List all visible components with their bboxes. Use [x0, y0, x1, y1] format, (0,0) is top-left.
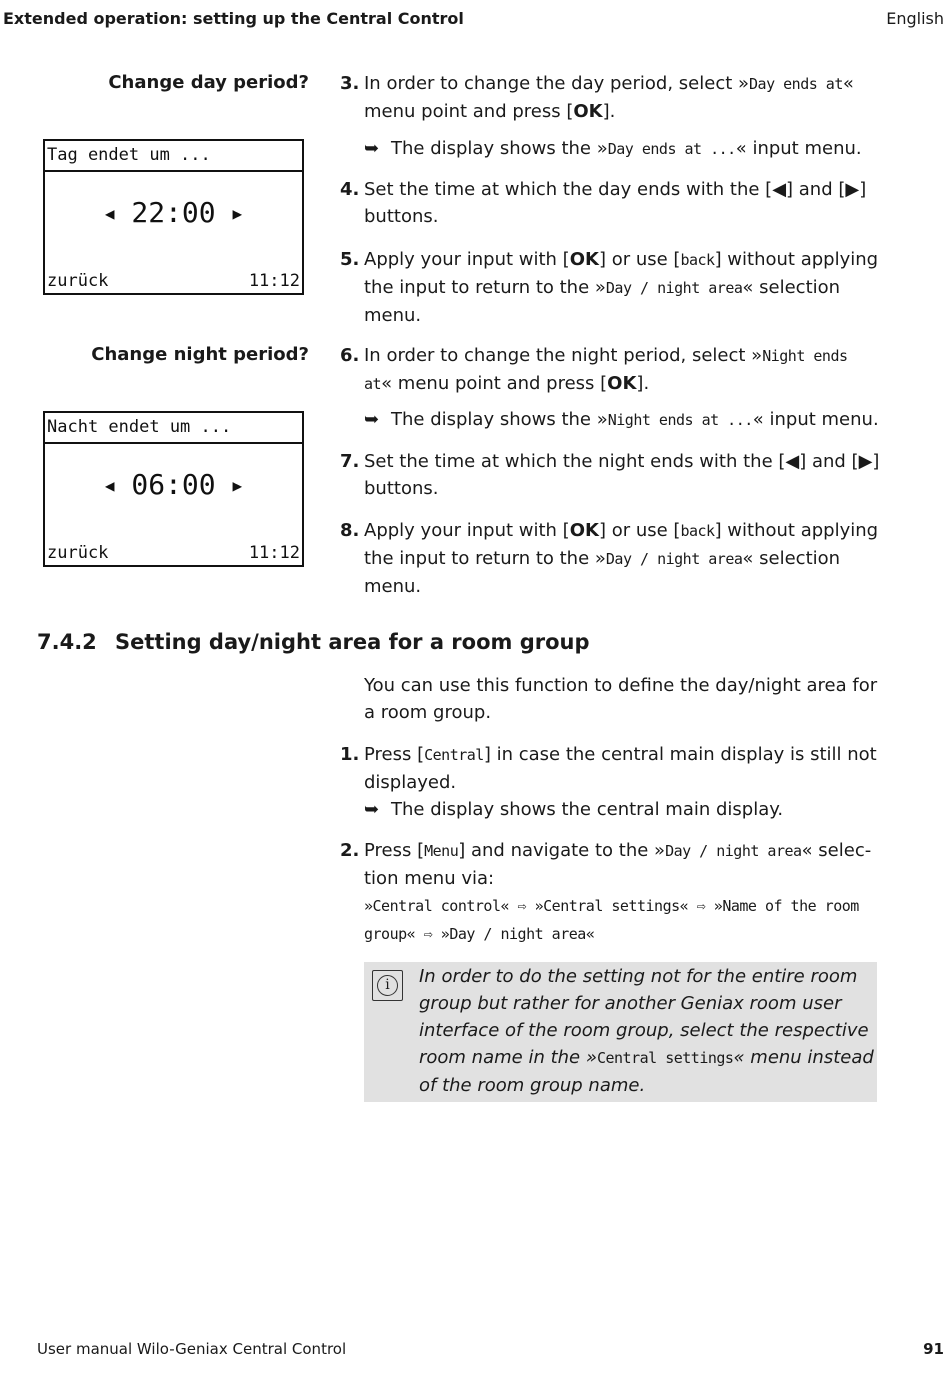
step-text: Apply your input with [OK] or use [back] without applying the input to return to the »Day / night area« selection menu.	[364, 520, 879, 597]
display-time-value	[45, 197, 302, 230]
section-intro: You can use this function to define the day/night area for a room group.	[364, 675, 878, 723]
right-triangle-icon: ▶	[232, 204, 243, 223]
time-value: 06:00	[131, 468, 216, 501]
label-change-day: Change day period?	[108, 72, 309, 93]
display-title: Tag endet um ...	[45, 141, 302, 172]
display-clock: 11:12	[248, 271, 300, 291]
step-number: 6.	[340, 345, 360, 366]
step-5	[340, 246, 880, 329]
result-arrow-icon: ➥	[364, 409, 380, 430]
info-icon: i	[372, 970, 403, 1001]
step-number: 7.	[340, 451, 360, 472]
step-8	[340, 517, 880, 600]
step-text: Set the time at which the day ends with the [◀] and [▶] buttons.	[364, 179, 867, 227]
time-value: 22:00	[131, 196, 216, 229]
page-header-title: Extended operation: setting up the Central Control	[3, 9, 464, 28]
step-3-result: ➥ The display shows the »Day ends at ...« input menu.	[364, 135, 884, 163]
result-arrow-icon: ➥	[364, 799, 380, 820]
step-text: Press [Central] in case the central main display is still not displayed.	[364, 744, 877, 793]
step-number: 5.	[340, 249, 360, 270]
step-text: Apply your input with [OK] or use [back] without applying the input to return to the »Day / night area« selection menu.	[364, 249, 879, 326]
left-triangle-icon: ◀	[104, 204, 115, 223]
step-text: In order to change the day period, select »Day ends at« menu point and press [OK].	[364, 73, 854, 122]
display-night-ends	[43, 411, 304, 567]
step-4	[340, 176, 880, 230]
note-text: In order to do the setting not for the entire room group but rather for another Geniax room user interface of the room group, select the respective room name in the »Central settings« menu instead of the room group name.	[419, 966, 874, 1096]
step-text: Press [Menu] and navigate to the »Day / night area« selec-tion menu via:	[364, 840, 872, 889]
right-triangle-icon: ▶	[232, 476, 243, 495]
step-6	[340, 342, 880, 398]
step-6-result: ➥ The display shows the »Night ends at ...« input menu.	[364, 406, 884, 434]
result-arrow-icon: ➥	[364, 138, 380, 159]
step-text: Set the time at which the night ends with the [◀] and [▶] buttons.	[364, 451, 880, 499]
page-number: 91	[923, 1340, 944, 1358]
display-title: Nacht endet um ...	[45, 413, 302, 444]
section-title: Setting day/night area for a room group	[115, 630, 590, 654]
display-back-label: zurück	[47, 271, 109, 291]
menu-navigation-path: »Central control« ⇨ »Central settings« ⇨ »Name of the room group« ⇨ »Day / night area«	[364, 897, 859, 943]
display-time-value	[45, 469, 302, 502]
step-number: 2.	[340, 840, 360, 861]
display-back-label: zurück	[47, 543, 109, 563]
display-day-ends	[43, 139, 304, 295]
step-number: 3.	[340, 73, 360, 94]
page-header-language: English	[886, 9, 944, 28]
step-1	[340, 741, 880, 796]
step-text: In order to change the night period, select »Night ends at« menu point and press [OK].	[364, 345, 848, 394]
step-2	[340, 837, 880, 892]
label-change-night: Change night period?	[91, 344, 309, 365]
display-clock: 11:12	[248, 543, 300, 563]
info-note	[364, 962, 877, 1102]
footer-manual-title: User manual Wilo-Geniax Central Control	[37, 1340, 347, 1358]
step-number: 4.	[340, 179, 360, 200]
step-3	[340, 70, 880, 125]
step-1-result: ➥ The display shows the central main display.	[364, 796, 884, 823]
step-number: 1.	[340, 744, 360, 765]
step-7	[340, 448, 880, 502]
step-number: 8.	[340, 520, 360, 541]
left-triangle-icon: ◀	[104, 476, 115, 495]
section-number: 7.4.2	[37, 630, 97, 654]
